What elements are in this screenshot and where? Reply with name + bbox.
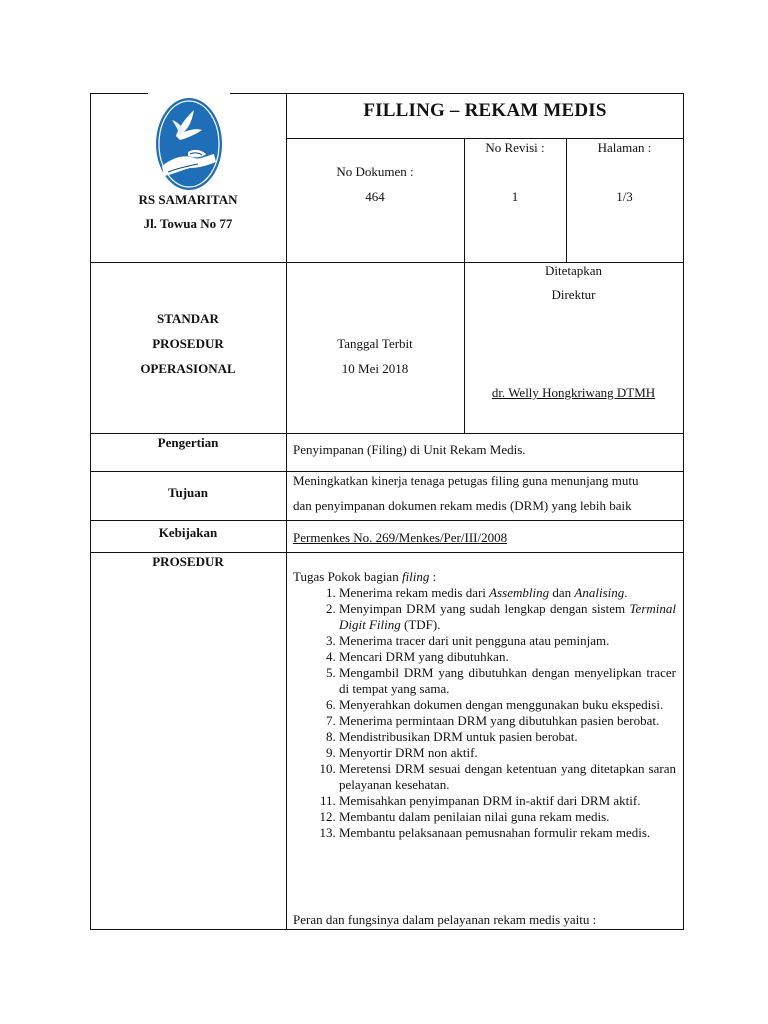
pengertian-label: Pengertian	[157, 435, 219, 450]
sop-label-standar: STANDAR	[157, 311, 219, 326]
prosedur-closing: Peran dan fungsinya dalam pelayanan rekam medis yaitu :	[293, 912, 597, 927]
hospital-logo	[154, 96, 224, 192]
prosedur-steps	[293, 585, 678, 841]
prosedur-intro: Tugas Pokok bagian filing :	[293, 569, 437, 584]
prosedur-step: 3. Menerima tracer dari unit pengguna atau peminjam.	[339, 633, 678, 649]
prosedur-step: 6. Menyerahkan dokumen dengan menggunakan buku ekspedisi.	[339, 697, 678, 713]
org-address: Jl. Towua No 77	[143, 216, 233, 231]
kebijakan-label: Kebijakan	[158, 525, 218, 540]
pengertian-text: Penyimpanan (Filing) di Unit Rekam Medis.	[293, 442, 526, 457]
halaman-value: 1/3	[616, 189, 633, 204]
director-name: dr. Welly Hongkriwang DTMH	[491, 385, 656, 400]
prosedur-step: 8. Mendistribusikan DRM untuk pasien berobat.	[339, 729, 678, 745]
no-dokumen-label: No Dokumen :	[336, 164, 414, 179]
no-revisi-label: No Revisi :	[485, 140, 545, 155]
prosedur-step: 5. Mengambil DRM yang dibutuhkan dengan menyelipkan tracer di tempat yang sama.	[339, 665, 678, 697]
prosedur-step: 7. Menerima permintaan DRM yang dibutuhkan pasien berobat.	[339, 713, 678, 729]
direktur-label: Direktur	[551, 287, 596, 302]
tanggal-terbit-label: Tanggal Terbit	[337, 336, 413, 351]
prosedur-step: 2. Menyimpan DRM yang sudah lengkap dengan sistem Terminal Digit Filing (TDF).	[339, 601, 678, 633]
no-dokumen-value: 464	[365, 189, 385, 204]
halaman-label: Halaman :	[597, 140, 652, 155]
kebijakan-text: Permenkes No. 269/Menkes/Per/III/2008	[293, 530, 508, 545]
sop-label-prosedur: PROSEDUR	[152, 336, 224, 351]
tanggal-terbit-value: 10 Mei 2018	[341, 361, 409, 376]
prosedur-label: PROSEDUR	[152, 554, 224, 569]
sop-label-operasional: OPERASIONAL	[140, 361, 236, 376]
prosedur-step: 12. Membantu dalam penilaian nilai guna rekam medis.	[339, 809, 678, 825]
no-revisi-value: 1	[511, 189, 519, 204]
org-name: RS SAMARITAN	[138, 192, 238, 207]
tujuan-label: Tujuan	[168, 485, 208, 500]
document-title: FILLING – REKAM MEDIS	[363, 100, 607, 121]
ditetapkan-label: Ditetapkan	[544, 263, 603, 278]
tujuan-text-line1: Meningkatkan kinerja tenaga petugas filing guna menunjang mutu	[293, 473, 639, 488]
prosedur-step: 11. Memisahkan penyimpanan DRM in-aktif dari DRM aktif.	[339, 793, 678, 809]
tujuan-text-line2: dan penyimpanan dokumen rekam medis (DRM) yang lebih baik	[293, 498, 632, 513]
prosedur-step: 4. Mencari DRM yang dibutuhkan.	[339, 649, 678, 665]
prosedur-step: 1. Menerima rekam medis dari Assembling dan Analising.	[339, 585, 678, 601]
prosedur-step: 9. Menyortir DRM non aktif.	[339, 745, 678, 761]
prosedur-step: 10. Meretensi DRM sesuai dengan ketentuan yang ditetapkan saran pelayanan kesehatan.	[339, 761, 678, 793]
prosedur-step: 13. Membantu pelaksanaan pemusnahan formulir rekam medis.	[339, 825, 678, 841]
